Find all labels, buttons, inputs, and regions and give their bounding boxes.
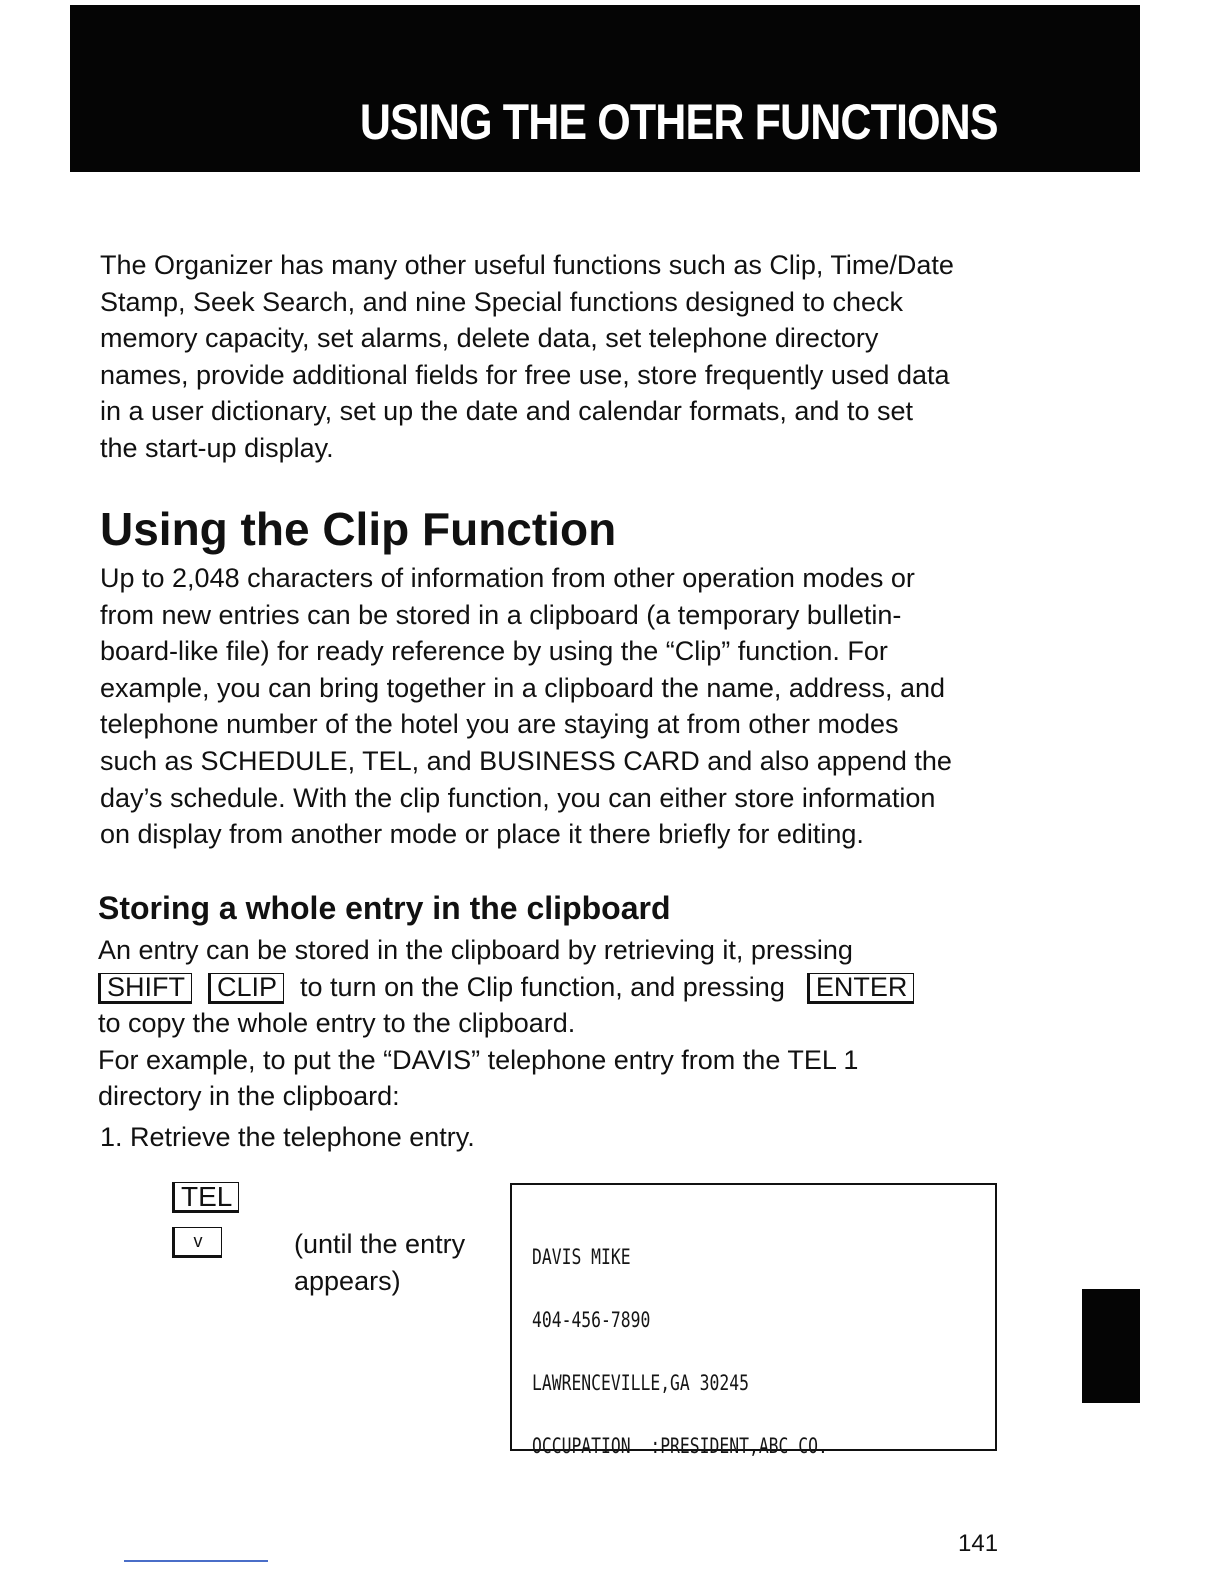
clip-line: on display from another mode or place it there briefly for editing. (100, 819, 864, 850)
enter-key: ENTER (807, 973, 915, 1004)
lcd-text (532, 1205, 828, 1499)
clip-line: telephone number of the hotel you are staying at from other modes (100, 709, 899, 740)
page-number: 141 (958, 1530, 999, 1557)
footer-rule (124, 1560, 268, 1562)
until-entry-note (294, 1226, 465, 1300)
lcd-line-phone: 404-456-7890 (532, 1308, 651, 1332)
store-paragraph (98, 932, 1028, 1115)
intro-line: the start-up display. (100, 432, 334, 463)
intro-line: Stamp, Seek Search, and nine Special functions designed to check (100, 286, 903, 317)
clip-line: from new entries can be stored in a clipboard (a temporary bulletin- (100, 599, 902, 630)
lcd-line-occupation: OCCUPATION :PRESIDENT,ABC CO. (532, 1434, 828, 1458)
store-key-line (98, 969, 1028, 1006)
clip-paragraph (100, 560, 1020, 853)
intro-line: The Organizer has many other useful functions such as Clip, Time/Date (100, 250, 954, 280)
shift-key: SHIFT (98, 973, 192, 1004)
chapter-banner (70, 5, 1140, 172)
chapter-title: USING THE OTHER FUNCTIONS (360, 94, 998, 150)
clip-line: board-like file) for ready reference by using the “Clip” function. For (100, 636, 888, 667)
section-tab-marker (1082, 1289, 1140, 1403)
step-1-text: 1. Retrieve the telephone entry. (100, 1122, 475, 1152)
lcd-line-name: DAVIS MIKE (532, 1245, 631, 1269)
clip-line: day’s schedule. With the clip function, you can either store information (100, 782, 936, 813)
clip-line: example, you can bring together in a clipboard the name, address, and (100, 672, 946, 703)
lcd-line-address: LAWRENCEVILLE,GA 30245 (532, 1371, 749, 1395)
store-line: to copy the whole entry to the clipboard. (98, 1008, 576, 1038)
clip-section-heading: Using the Clip Function (100, 503, 617, 555)
store-section-heading: Storing a whole entry in the clipboard (98, 890, 671, 926)
store-line: An entry can be stored in the clipboard by retrieving it, pressing (98, 935, 853, 965)
store-line: directory in the clipboard: (98, 1081, 400, 1111)
intro-line: names, provide additional fields for free use, store frequently used data (100, 359, 950, 390)
lcd-display-screen (510, 1183, 997, 1458)
clip-line: Up to 2,048 characters of information from other operation modes or (100, 563, 915, 593)
clip-key: CLIP (208, 973, 284, 1004)
intro-paragraph (100, 247, 1020, 466)
clip-line: such as SCHEDULE, TEL, and BUSINESS CARD and also append the (100, 745, 952, 776)
down-arrow-key: v (172, 1227, 222, 1258)
note-line: appears) (294, 1266, 401, 1296)
note-line: (until the entry (294, 1229, 466, 1259)
store-line: For example, to put the “DAVIS” telephone entry from the TEL 1 (98, 1044, 859, 1075)
intro-line: memory capacity, set alarms, delete data, set telephone directory (100, 323, 879, 353)
tel-key: TEL (172, 1182, 239, 1213)
store-line-middle: to turn on the Clip function, and pressing (300, 971, 785, 1002)
intro-line: in a user dictionary, set up the date and calendar formats, and to set (100, 396, 913, 426)
